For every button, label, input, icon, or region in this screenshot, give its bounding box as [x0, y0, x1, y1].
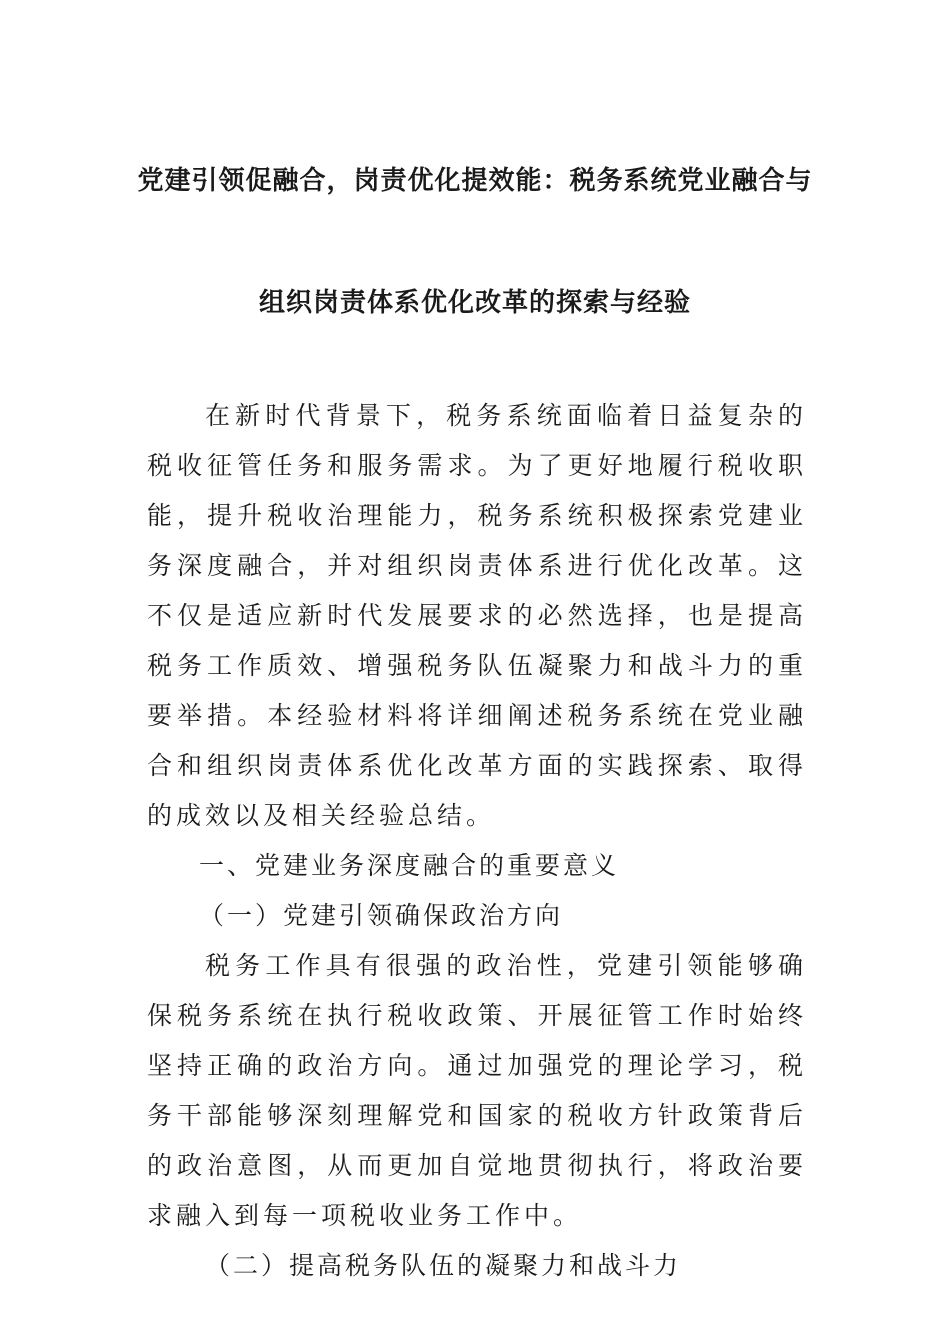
document-title-line-1: 党建引领促融合，岗责优化提效能：税务系统党业融合与 — [137, 166, 813, 196]
subsection-1-paragraph: 税务工作具有很强的政治性，党建引领能够确保税务系统在执行税收政策、开展征管工作时始终坚持正确的政治方向。通过加强党的理论学习，税务干部能够深刻理解党和国家的税收方针政策背后的政治意图，从而更加自觉地贯彻执行，将政治要求融入到每一项税收业务工作中。 — [147, 951, 807, 1230]
subsection-2-heading: （二）提高税务队伍的凝聚力和战斗力 — [205, 1251, 682, 1280]
subsection-1-heading: （一）党建引领确保政治方向 — [199, 901, 564, 930]
document-body — [147, 391, 807, 1291]
intro-paragraph: 在新时代背景下，税务系统面临着日益复杂的税收征管任务和服务需求。为了更好地履行税收职能，提升税收治理能力，税务系统积极探索党建业务深度融合，并对组织岗责体系进行优化改革。这不仅是适应新时代发展要求的必然选择，也是提高税务工作质效、增强税务队伍凝聚力和战斗力的重要举措。本经验材料将详细阐述税务系统在党业融合和组织岗责体系优化改革方面的实践探索、取得的成效以及相关经验总结。 — [147, 401, 807, 830]
section-1-heading: 一、党建业务深度融合的重要意义 — [199, 851, 620, 880]
document-title-line-2: 组织岗责体系优化改革的探索与经验 — [258, 288, 691, 318]
